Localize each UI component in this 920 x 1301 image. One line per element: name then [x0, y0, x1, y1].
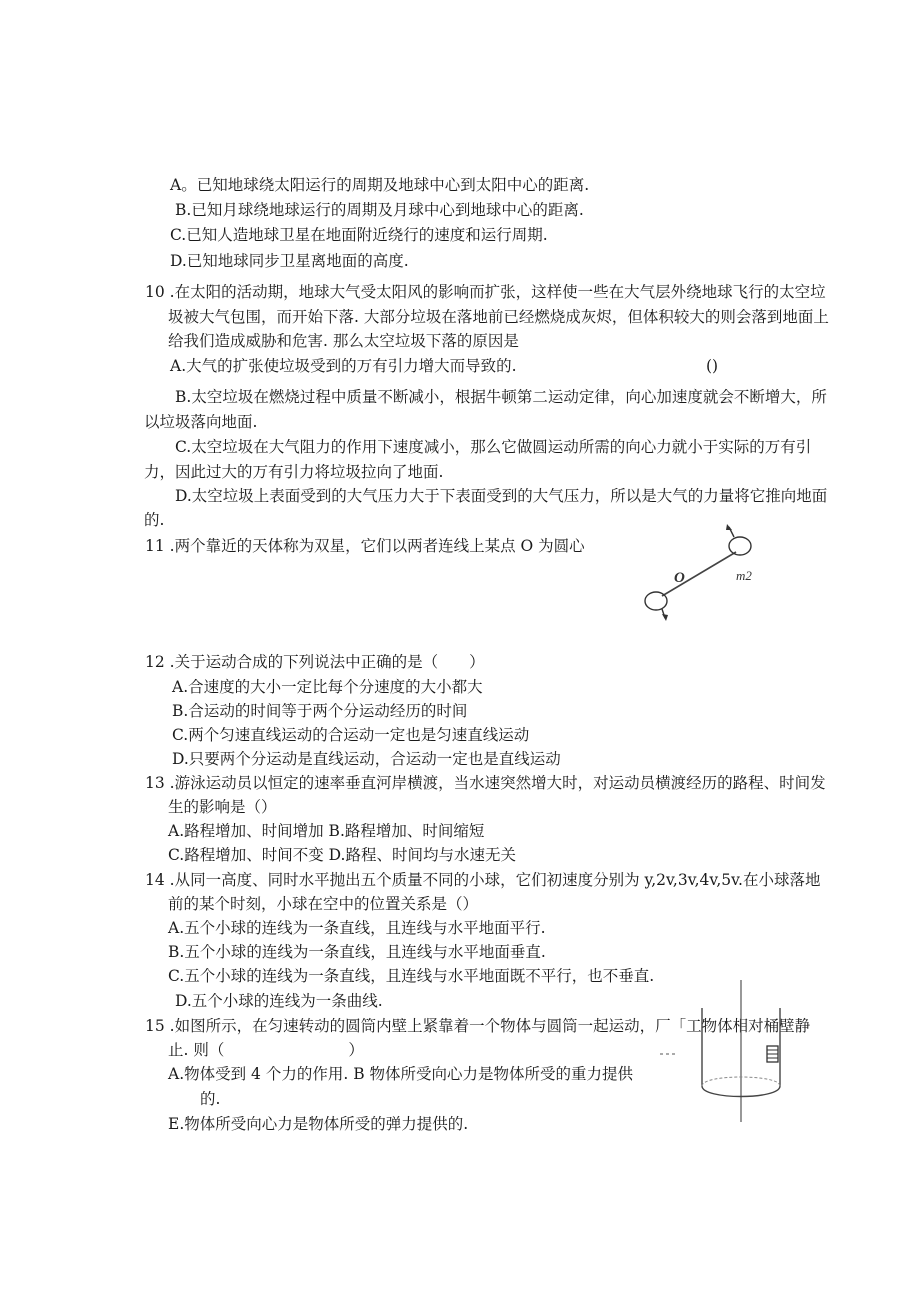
q10-stem-line-3: 给我们造成威胁和危害. 那么太空垃圾下落的原因是	[168, 332, 519, 350]
q13-options-ab: A.路程增加、时间增加 B.路程增加、时间缩短	[168, 822, 485, 840]
rotating-cylinder-figure	[648, 974, 788, 1124]
q15-option-e: E.物体所受向心力是物体所受的弹力提供的.	[168, 1115, 469, 1133]
q13-stem-line-2: 生的影响是（）	[168, 798, 277, 816]
q10-option-b-line-1: B.太空垃圾在燃烧过程中质量不断减小，根据牛顿第二运动定律，向心加速度就会不断增大，所	[175, 388, 827, 406]
q10-option-d-line-2: 的.	[144, 511, 165, 529]
q10-answer-paren: ()	[706, 357, 719, 375]
q15-stem-line-2: 止. 则（ ）	[168, 1041, 364, 1059]
q10-option-c-line-2: 力，因此过大的万有引力将垃圾拉向了地面.	[144, 463, 444, 481]
q14-stem-line-1: 14 .从同一高度、同时水平抛出五个质量不同的小球，它们初速度分别为 y,2v,3v,4v,5v.在小球落地	[145, 871, 821, 889]
q14-stem-line-2: 前的某个时刻，小球在空中的位置关系是（）	[168, 895, 479, 913]
star-m1-circle	[645, 592, 667, 610]
q15-option-b-cont: 的.	[200, 1090, 221, 1108]
q14-option-b: B.五个小球的连线为一条直线，且连线与水平地面垂直.	[168, 943, 546, 961]
q10-stem-line-2: 圾被大气包围，而开始下落. 大部分垃圾在落地前已经燃烧成灰烬，但体积较大的则会落到地面上	[168, 308, 829, 326]
q15-option-a-b: A.物体受到 4 个力的作用. B 物体所受向心力是物体所受的重力提供	[168, 1065, 634, 1083]
q9-option-d: D.已知地球同步卫星离地面的高度.	[170, 252, 409, 270]
q14-option-d: D.五个小球的连线为一条曲线.	[175, 992, 383, 1010]
q14-option-a: A.五个小球的连线为一条直线，且连线与水平地面平行.	[168, 919, 546, 937]
q12-option-c: C.两个匀速直线运动的合运动一定也是匀速直线运动	[172, 726, 530, 744]
q11-stem: 11 .两个靠近的天体称为双星，它们以两者连线上某点 O 为圆心	[145, 537, 585, 555]
q10-option-c-line-1: C.太空垃圾在大气阻力的作用下速度减小，那么它做圆运动所需的向心力就小于实际的万有引	[175, 438, 812, 456]
mass-label-m2: m2	[736, 568, 752, 583]
q13-options-cd: C.路程增加、时间不变 D.路程、时间均与水速无关	[168, 846, 516, 864]
q14-option-c: C.五个小球的连线为一条直线，且连线与水平地面既不平行，也不垂直.	[168, 967, 655, 985]
q9-option-c: C.已知人造地球卫星在地面附近绕行的速度和运行周期.	[170, 226, 548, 244]
q10-option-a: A.大气的扩张使垃圾受到的万有引力增大而导致的.	[170, 357, 517, 375]
q12-option-b: B.合运动的时间等于两个分运动经历的时间	[172, 702, 468, 720]
q12-option-a: A.合速度的大小一定比每个分速度的大小都大	[172, 678, 483, 696]
q10-option-d-line-1: D.太空垃圾上表面受到的大气压力大于下表面受到的大气压力，所以是大气的力量将它推向地面	[175, 487, 828, 505]
q12-stem: 12 .关于运动合成的下列说法中正确的是（ ）	[145, 653, 485, 671]
q13-stem-line-1: 13 .游泳运动员以恒定的速率垂直河岸横渡，当水速突然增大时，对运动员横渡经历的路程、时间发	[145, 774, 826, 792]
star-m1-arrowhead	[662, 614, 668, 621]
q12-option-d: D.只要两个分运动是直线运动，合运动一定也是直线运动	[172, 750, 561, 768]
q9-option-b: B.已知月球绕地球运行的周期及月球中心到地球中心的距离.	[175, 201, 584, 219]
q9-option-a: A。已知地球绕太阳运行的周期及地球中心到太阳中心的距离.	[170, 176, 590, 194]
binary-star-figure	[628, 522, 778, 622]
q10-stem-line-1: 10 .在太阳的活动期，地球大气受太阳风的影响而扩张，这样使一些在大气层外绕地球飞行的太空垃	[145, 283, 826, 301]
q10-option-b-line-2: 以垃圾落向地面.	[144, 413, 258, 431]
center-label-o: O	[674, 570, 685, 586]
star-m2-arrowhead	[726, 524, 732, 530]
star-m2-circle	[729, 537, 751, 555]
q15-stem-line-1: 15 .如图所示，在匀速转动的圆筒内壁上紧靠着一个物体与圆筒一起运动，厂「工物体相对桶壁静	[145, 1017, 811, 1035]
